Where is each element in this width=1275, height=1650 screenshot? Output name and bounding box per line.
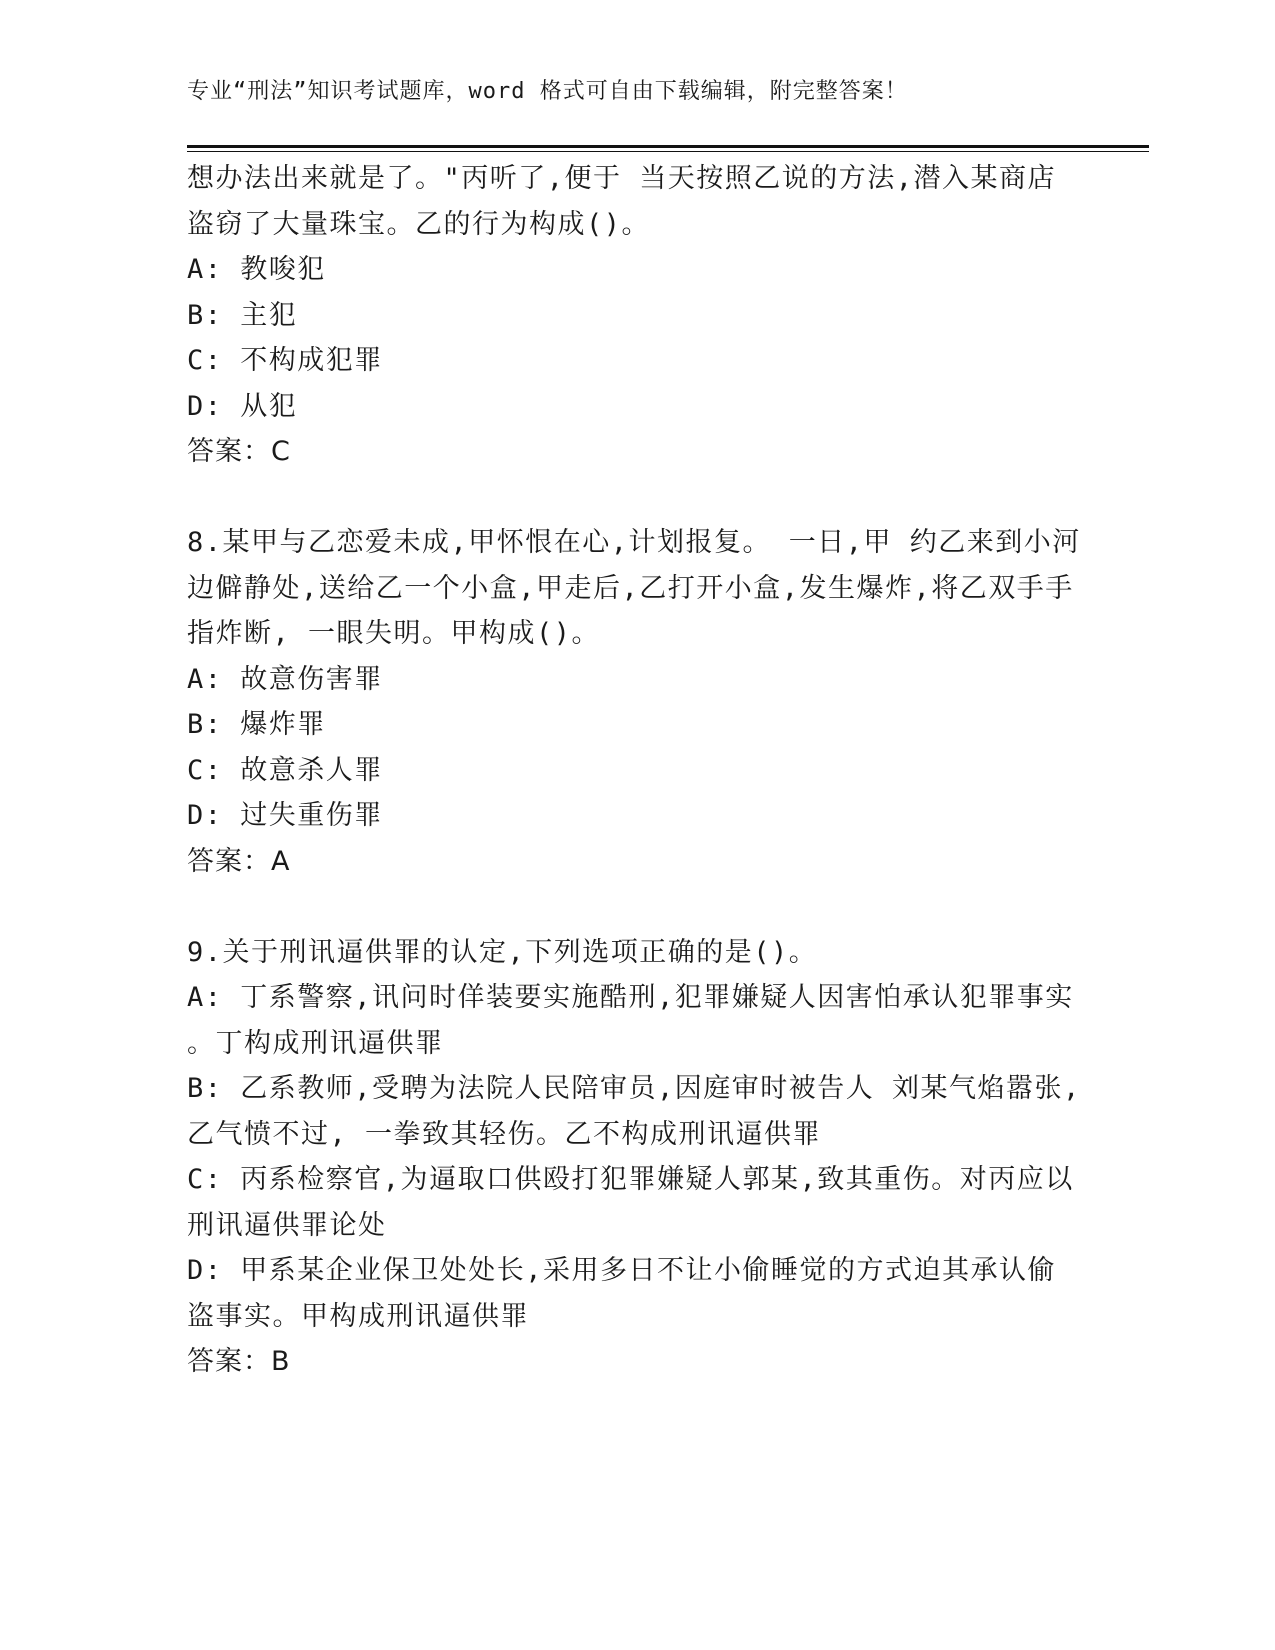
question-stem-line: 9.关于刑讯逼供罪的认定,下列选项正确的是()。 <box>187 936 818 968</box>
question-block <box>187 156 1087 475</box>
question-stem-line: 8.某甲与乙恋爱未成,甲怀恨在心,计划报复。 一日,甲 约乙来到小河 <box>187 527 1081 558</box>
option-c: C: 不构成犯罪 <box>187 345 383 376</box>
question-list <box>187 156 1087 1385</box>
option-d-continued: 盗事实。甲构成刑讯逼供罪 <box>187 1300 529 1332</box>
option-a: A: 丁系警察,讯问时佯装要实施酷刑,犯罪嫌疑人因害怕承认犯罪事实 <box>187 982 1074 1013</box>
option-b: B: 乙系教师,受聘为法院人民陪审员,因庭审时被告人 刘某气焰嚣张, <box>187 1073 1081 1104</box>
option-a: A: 故意伤害罪 <box>187 663 383 695</box>
question-block <box>187 520 1087 884</box>
option-c: C: 丙系检察官,为逼取口供殴打犯罪嫌疑人郭某,致其重伤。对丙应以 <box>187 1164 1074 1195</box>
page-header: 专业“刑法”知识考试题库，word 格式可自由下载编辑，附完整答案！ <box>187 79 908 104</box>
question-stem-line: 指炸断, 一眼失明。甲构成()。 <box>187 618 601 649</box>
question-stem-line: 边僻静处,送给乙一个小盒,甲走后,乙打开小盒,发生爆炸,将乙双手手 <box>187 572 1074 604</box>
answer-line: 答案：B <box>187 1346 291 1377</box>
option-b-continued: 乙气愤不过, 一拳致其轻伤。乙不构成刑讯逼供罪 <box>187 1118 822 1150</box>
header-rule <box>187 145 1149 148</box>
option-a: A: 教唆犯 <box>187 254 326 285</box>
option-a-continued: 。丁构成刑讯逼供罪 <box>187 1027 444 1059</box>
option-d: D: 甲系某企业保卫处处长,采用多日不让小偷睡觉的方式迫其承认偷 <box>187 1255 1057 1286</box>
question-stem-line: 想办法出来就是了。"丙听了,便于 当天按照乙说的方法,潜入某商店 <box>187 163 1057 194</box>
question-stem-line: 盗窃了大量珠宝。乙的行为构成()。 <box>187 208 651 240</box>
option-c: C: 故意杀人罪 <box>187 754 383 786</box>
question-block <box>187 930 1087 1385</box>
option-d: D: 从犯 <box>187 390 298 422</box>
option-b: B: 主犯 <box>187 299 298 331</box>
answer-line: 答案：A <box>187 845 291 877</box>
answer-line: 答案：C <box>187 436 291 467</box>
option-b: B: 爆炸罪 <box>187 709 326 740</box>
option-c-continued: 刑讯逼供罪论处 <box>187 1209 387 1241</box>
spacer <box>187 475 1087 521</box>
option-d: D: 过失重伤罪 <box>187 800 383 831</box>
header-rule-thin <box>187 151 1149 152</box>
spacer <box>187 884 1087 930</box>
